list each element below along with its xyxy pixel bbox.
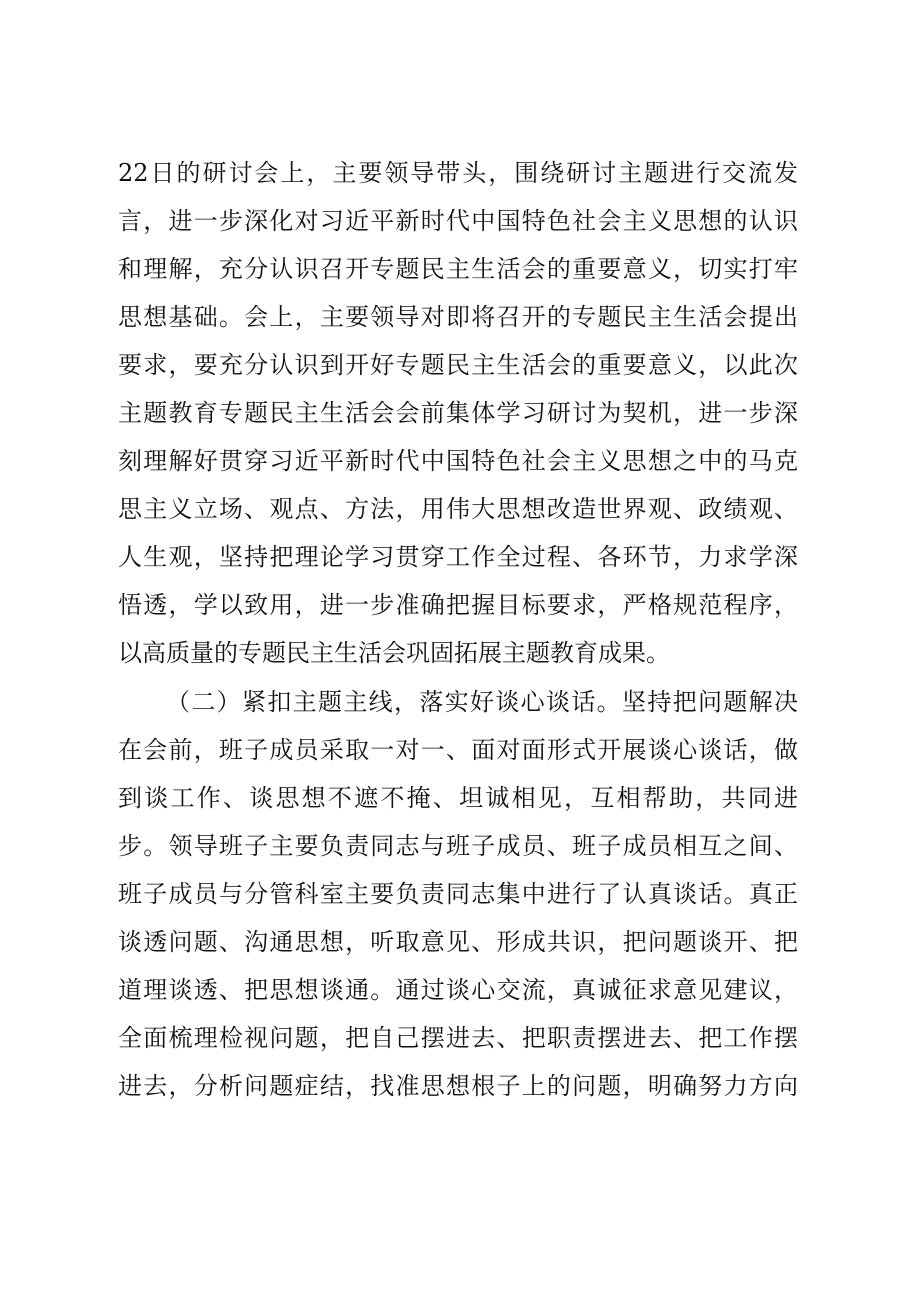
text-line-13: 在会前，班子成员采取一对一、面对面形式开展谈心谈话，做 [118, 735, 798, 764]
text-line-14: 到谈工作、谈思想不遮不掩、坦诚相见，互相帮助，共同进 [118, 783, 798, 812]
text-line-10: 悟透，学以致用，进一步准确把握目标要求，严格规范程序， [118, 591, 798, 620]
body-text [118, 150, 798, 1111]
text-line-6: 主题教育专题民主生活会会前集体学习研讨为契机，进一步深 [118, 399, 798, 428]
text-line-19: 全面梳理检视问题，把自己摆进去、把职责摆进去、把工作摆 [118, 1023, 798, 1052]
text-line-17: 谈透问题、沟通思想，听取意见、形成共识，把问题谈开、把 [118, 927, 798, 956]
text-line-9: 人生观，坚持把理论学习贯穿工作全过程、各环节，力求学深 [118, 543, 798, 572]
text-line-18: 道理谈透、把思想谈通。通过谈心交流，真诚征求意见建议， [118, 975, 798, 1004]
text-line-16: 班子成员与分管科室主要负责同志集中进行了认真谈话。真正 [118, 879, 798, 908]
text-line-15: 步。领导班子主要负责同志与班子成员、班子成员相互之间、 [118, 831, 798, 860]
text-line-12: （二）紧扣主题主线，落实好谈心谈话。坚持把问题解决 [166, 687, 798, 716]
text-line-20: 进去，分析问题症结，找准思想根子上的问题，明确努力方向 [118, 1071, 798, 1100]
text-line-8: 思主义立场、观点、方法，用伟大思想改造世界观、政绩观、 [118, 495, 798, 524]
text-line-7: 刻理解好贯穿习近平新时代中国特色社会主义思想之中的马克 [118, 447, 798, 476]
text-line-1: 22日的研讨会上，主要领导带头，围绕研讨主题进行交流发 [118, 159, 798, 187]
text-line-5: 要求，要充分认识到开好专题民主生活会的重要意义，以此次 [118, 351, 798, 380]
text-line-11: 以高质量的专题民主生活会巩固拓展主题教育成果。 [118, 639, 670, 668]
text-line-2: 言，进一步深化对习近平新时代中国特色社会主义思想的认识 [118, 207, 798, 236]
text-line-3: 和理解，充分认识召开专题民主生活会的重要意义，切实打牢 [118, 255, 798, 284]
text-line-4: 思想基础。会上，主要领导对即将召开的专题民主生活会提出 [118, 303, 798, 332]
